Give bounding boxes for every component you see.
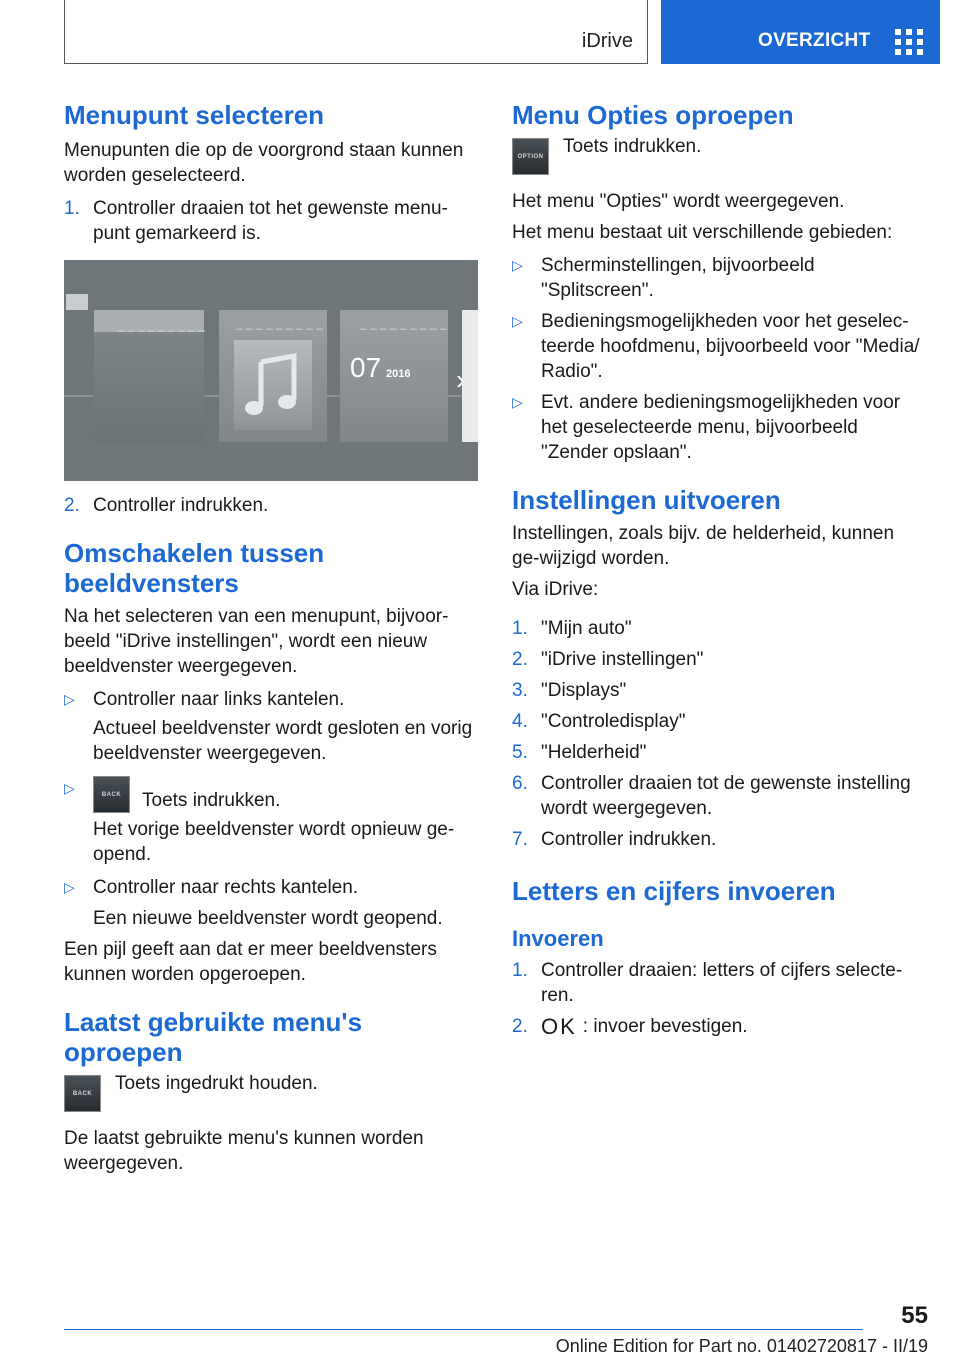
date-year: 2016 xyxy=(386,368,411,380)
paragraph: Na het selecteren van een menupunt, bijvoor-beeld "iDrive instellingen", wordt een nieuw beeldvenster weergegeven. xyxy=(64,606,449,677)
bullet-text: Controller naar links kantelen. xyxy=(93,689,345,710)
step-number: 3. xyxy=(512,680,528,701)
bullet-item xyxy=(64,776,478,813)
step-number: 4. xyxy=(512,711,528,732)
bullet-item xyxy=(512,309,926,384)
step-number: 1. xyxy=(512,618,528,639)
step-number: 7. xyxy=(512,829,528,850)
triangle-bullet-icon: ▷ xyxy=(512,257,523,273)
bullet-text: Evt. andere bedieningsmogelijkheden voor het geselecteerde menu, bijvoorbeeld "Zender opslaan". xyxy=(541,392,901,463)
heading-omschakelen: Omschakelen tussen beeldvensters xyxy=(64,538,325,598)
triangle-bullet-icon: ▷ xyxy=(64,691,75,707)
step-text: Controller draaien tot het gewenste menu-punt gemarkeerd is. xyxy=(93,198,448,244)
paragraph: Toets indrukken. xyxy=(563,136,702,157)
step-text: Controller indrukken. xyxy=(93,495,269,516)
step-item xyxy=(512,647,926,672)
overview-button[interactable] xyxy=(661,0,940,64)
bullet-item xyxy=(64,687,478,712)
step-number: 5. xyxy=(512,742,528,763)
bullet-text: Scherminstellingen, bijvoorbeeld "Splitscreen". xyxy=(541,255,815,301)
step-number: 2. xyxy=(512,1016,528,1037)
footer-divider xyxy=(64,1329,863,1330)
step-text: "iDrive instellingen" xyxy=(541,649,704,670)
tile-dashes: _ _ _ _ _ _ _ _ _ xyxy=(118,318,205,332)
tile-dashes: _ _ _ _ _ _ _ _ _ xyxy=(360,316,447,330)
left-column xyxy=(64,100,478,1176)
heading-instellingen: Instellingen uitvoeren xyxy=(512,485,781,515)
step-item xyxy=(512,958,926,1008)
option-button-icon: OPTION xyxy=(512,138,549,175)
step-text: "Mijn auto" xyxy=(541,618,632,639)
heading-laatst-gebruikte: Laatst gebruikte menu's oproepen xyxy=(64,1007,363,1067)
bullet-subtext: Actueel beeldvenster wordt gesloten en vorig beeldvenster weergegeven. xyxy=(93,718,473,764)
bullet-text: Controller naar rechts kantelen. xyxy=(93,877,359,898)
step-number: 2. xyxy=(64,495,80,516)
bullet-subtext: Een nieuwe beeldvenster wordt geopend. xyxy=(93,908,443,929)
bullet-subtext: Het vorige beeldvenster wordt opnieuw ge-opend. xyxy=(93,819,455,865)
step-number: 6. xyxy=(512,773,528,794)
bullet-item xyxy=(512,253,926,303)
step-number: 2. xyxy=(512,649,528,670)
date-day: 07 xyxy=(350,352,382,383)
back-button-icon: BACK xyxy=(64,1075,101,1112)
bullet-item xyxy=(64,875,478,900)
step-text: : invoer bevestigen. xyxy=(582,1016,748,1037)
step-number: 1. xyxy=(64,198,80,219)
back-button-icon: BACK xyxy=(93,776,130,813)
step-text: "Controledisplay" xyxy=(541,711,686,732)
page-number: 55 xyxy=(901,1302,928,1329)
idrive-screen-image xyxy=(64,260,478,481)
step-item xyxy=(512,771,926,821)
paragraph: Menupunten die op de voorgrond staan kunnen worden geselecteerd. xyxy=(64,140,464,186)
ok-symbol: OK xyxy=(541,1014,577,1039)
paragraph: Instellingen, zoals bijv. de helderheid, kunnen ge-wijzigd worden. xyxy=(512,523,895,569)
paragraph: Het menu bestaat uit verschillende gebieden: xyxy=(512,222,893,243)
step-item xyxy=(512,827,926,852)
step-text: Controller draaien tot de gewenste instelling wordt weergegeven. xyxy=(541,773,911,819)
grid-icon xyxy=(895,29,923,53)
subheading-invoeren: Invoeren xyxy=(512,926,604,951)
step-item xyxy=(64,493,478,518)
step-text: Controller indrukken. xyxy=(541,829,717,850)
paragraph: De laatst gebruikte menu's kunnen worden weergegeven. xyxy=(64,1128,424,1174)
triangle-bullet-icon: ▷ xyxy=(512,313,523,329)
step-item xyxy=(512,740,926,765)
step-item xyxy=(512,616,926,641)
right-column xyxy=(512,100,926,1039)
bullet-text: Toets indrukken. xyxy=(142,790,281,811)
paragraph: Een pijl geeft aan dat er meer beeldvensters kunnen worden opgeroepen. xyxy=(64,939,437,985)
bullet-text: Bedieningsmogelijkheden voor het geselec-teerde hoofdmenu, bijvoorbeeld voor "Media/ Radio". xyxy=(541,311,920,382)
step-text: Controller draaien: letters of cijfers selecte-ren. xyxy=(541,960,903,1006)
header-section-box xyxy=(64,0,648,64)
bullet-item xyxy=(512,390,926,465)
chevron-right-icon: › xyxy=(456,364,466,395)
heading-menu-opties: Menu Opties oproepen xyxy=(512,100,794,130)
step-item xyxy=(64,196,478,246)
heading-letters-cijfers: Letters en cijfers invoeren xyxy=(512,876,836,906)
paragraph: Via iDrive: xyxy=(512,579,599,600)
triangle-bullet-icon: ▷ xyxy=(512,394,523,410)
heading-menupunt-selecteren: Menupunt selecteren xyxy=(64,100,325,130)
triangle-bullet-icon: ▷ xyxy=(64,879,75,895)
step-item xyxy=(512,1014,926,1039)
header-section-title: iDrive xyxy=(581,30,633,52)
paragraph: Het menu "Opties" wordt weergegeven. xyxy=(512,191,845,212)
overview-label: OVERZICHT xyxy=(758,30,871,51)
tile-dashes: _ _ _ _ _ _ _ _ _ xyxy=(236,316,323,330)
step-text: "Helderheid" xyxy=(541,742,647,763)
step-text: "Displays" xyxy=(541,680,627,701)
step-item xyxy=(512,678,926,703)
step-number: 1. xyxy=(512,960,528,981)
triangle-bullet-icon: ▷ xyxy=(64,780,75,796)
option-button-row xyxy=(512,138,926,175)
back-button-row xyxy=(64,1075,478,1112)
paragraph: Toets ingedrukt houden. xyxy=(115,1073,318,1094)
music-note-icon xyxy=(234,340,312,430)
edition-text: Online Edition for Part no. 01402720817 - II/19 xyxy=(555,1336,928,1356)
step-item xyxy=(512,709,926,734)
